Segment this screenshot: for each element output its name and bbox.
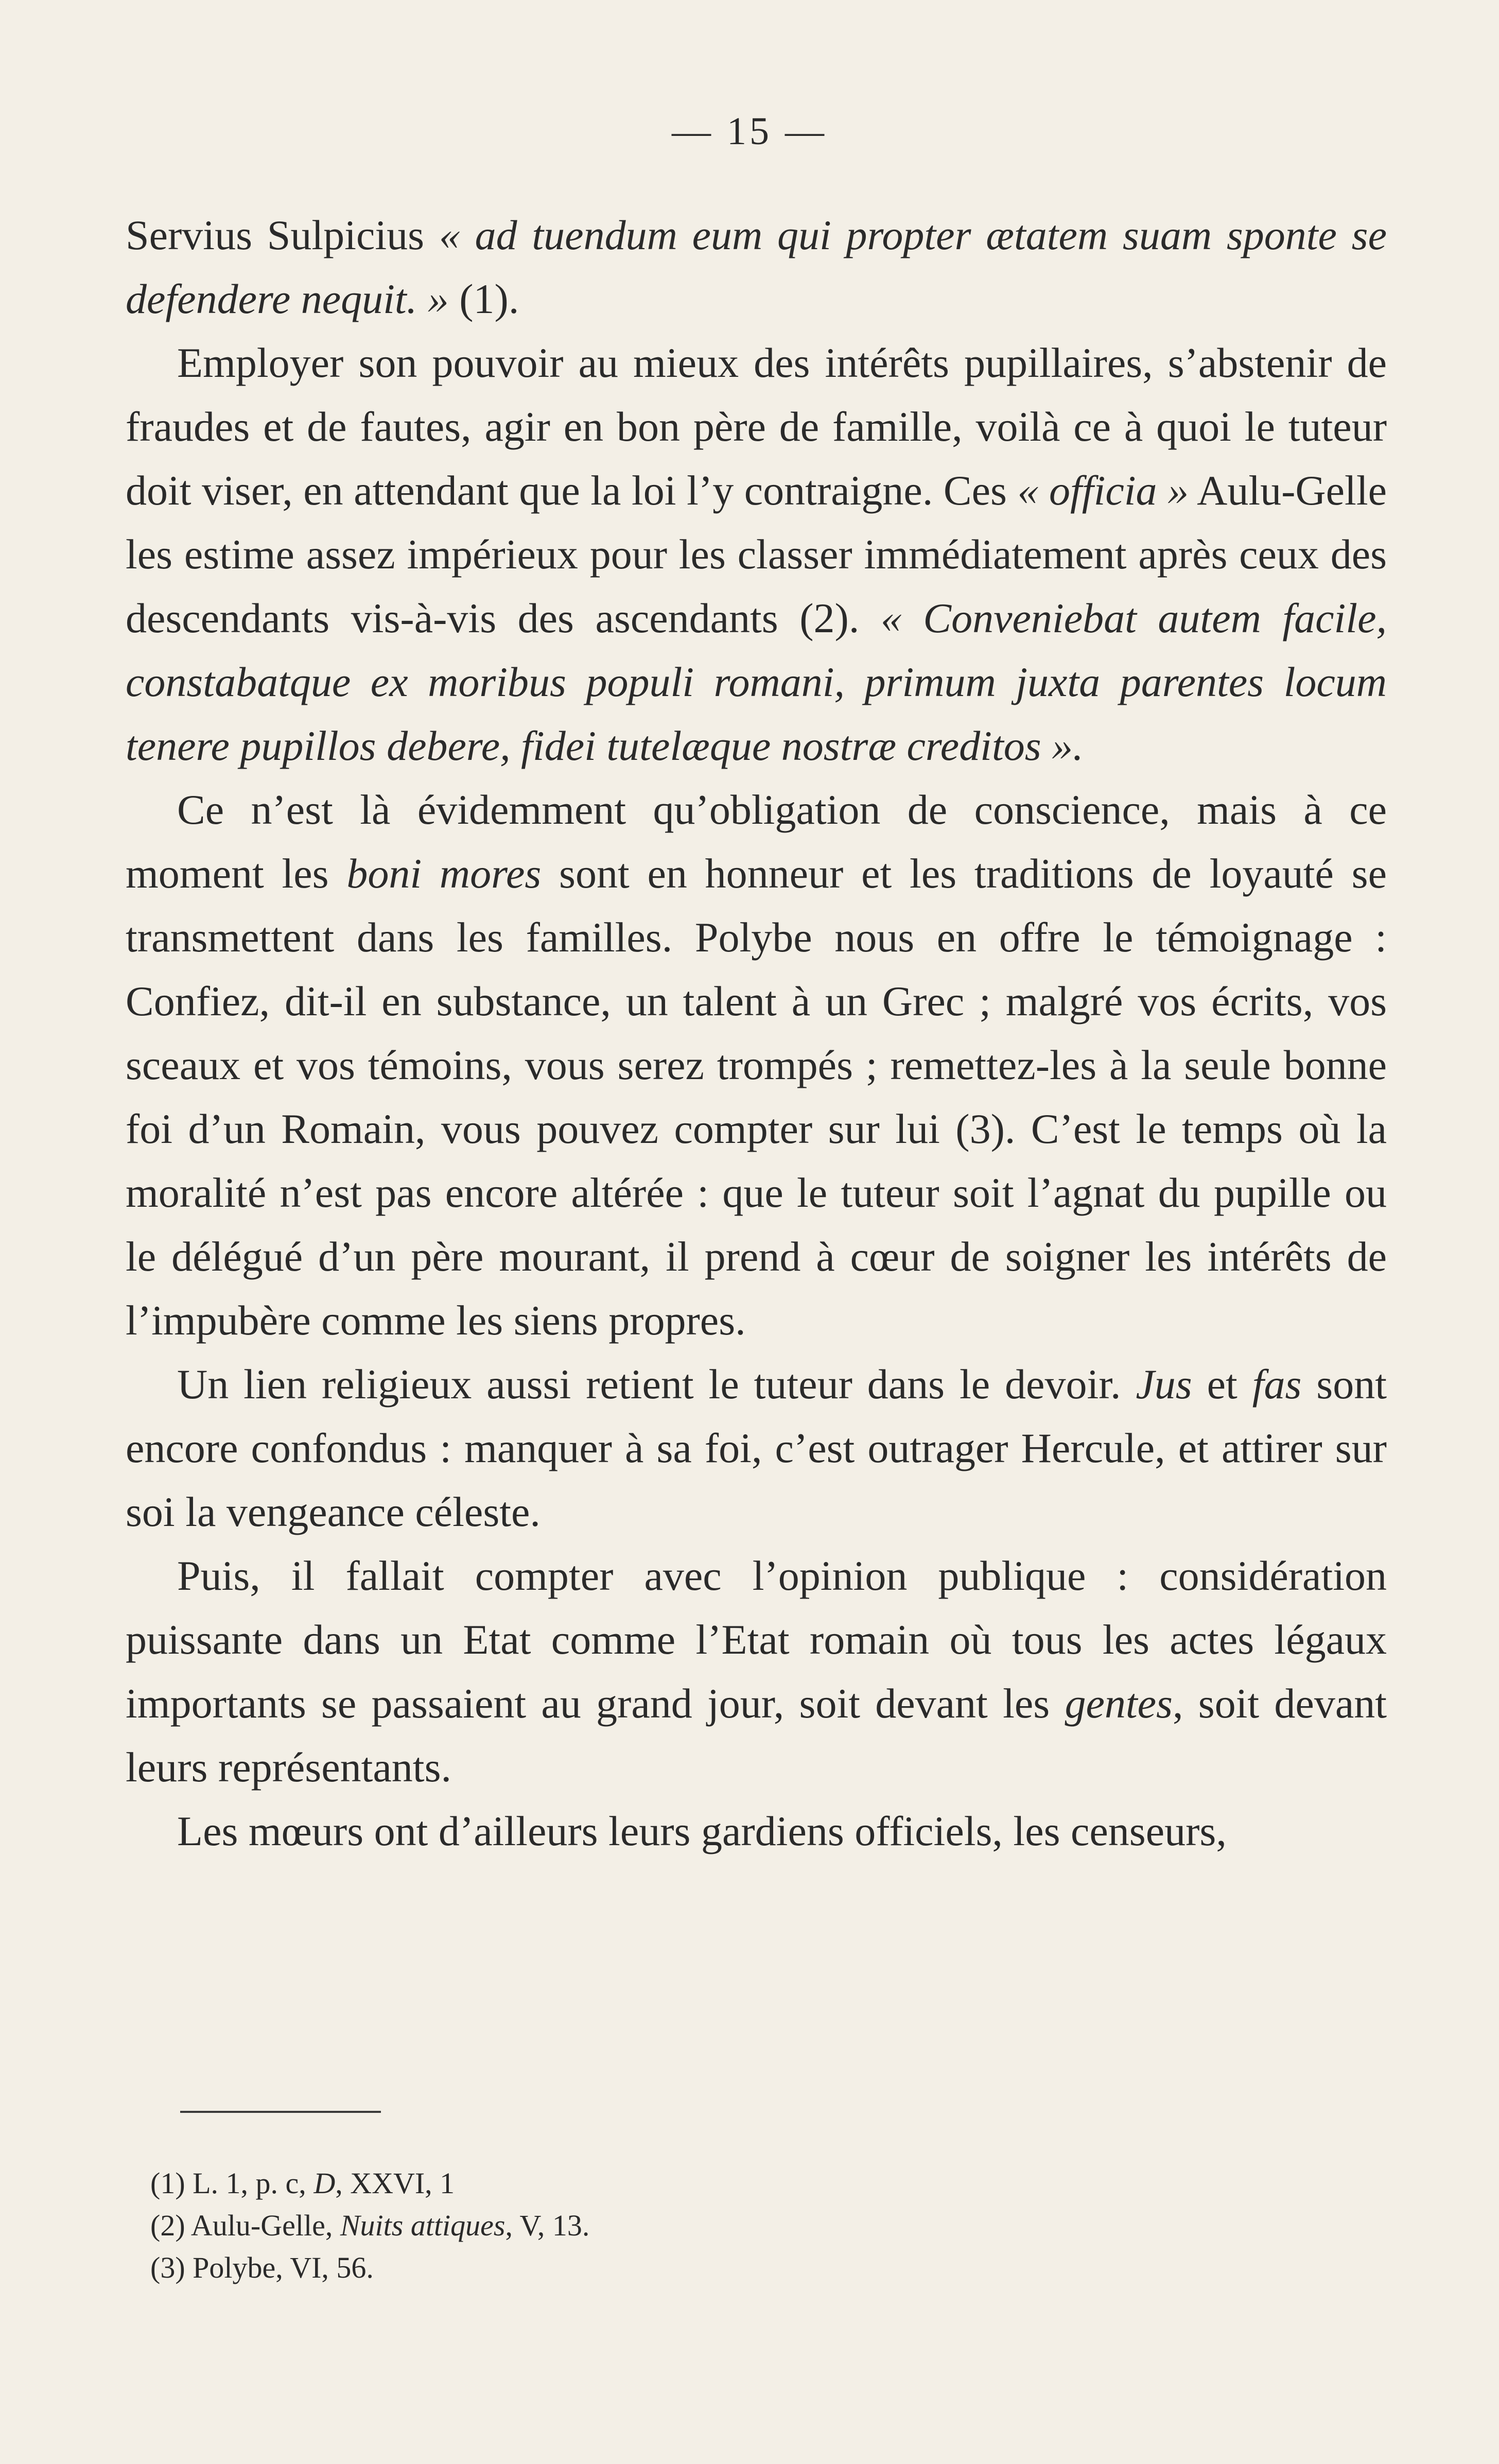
footnote <box>150 2162 1334 2205</box>
italic-text: Nuits attiques <box>340 2209 506 2242</box>
text-run: Employer son pouvoir au mieux des intérêts pupillaires, s’abstenir de fraudes et de fautes, agir en bon père de famille, voilà ce à quoi le tuteur doit viser, en attendant que la loi l’y contraigne. Ces <box>126 339 1387 514</box>
paragraph <box>126 331 1387 778</box>
text-run: Un lien religieux aussi retient le tuteur dans le devoir. <box>177 1361 1136 1408</box>
main-text <box>126 203 1387 1863</box>
text-run: sont en honneur et les traditions de loyauté se transmettent dans les familles. Polybe nous en offre le témoignage : Confiez, dit-il en substance, un talent à un Grec ; malgré vos écrits, vos sceaux et vos témoins, vous serez trompés ; remettez-les à la seule bonne foi d’un Romain, vous pouvez compter sur lui (3). C’est le temps où la moralité n’est pas encore altérée : que le tuteur soit l’agnat du pupille ou le délégué d’un père mourant, il prend à cœur de soigner les intérêts de l’impubère comme les siens propres. <box>126 850 1387 1344</box>
footnote <box>150 2247 1334 2289</box>
text-run: (1). <box>448 275 519 322</box>
paragraph <box>126 778 1387 1352</box>
footnotes <box>150 2162 1334 2289</box>
italic-text: « Conveniebat autem facile, constabatque ex moribus populi romani, primum juxta parentes locum tenere pupillos debere, fidei tutelæque nostræ creditos ». <box>126 595 1387 769</box>
text-run: , V, 13. <box>505 2209 590 2242</box>
italic-text: « officia » <box>1017 467 1189 514</box>
text-run: et <box>1192 1361 1252 1408</box>
paragraph <box>126 1799 1387 1863</box>
italic-text: fas <box>1252 1361 1302 1408</box>
paragraph <box>126 1544 1387 1799</box>
text-run: (2) Aulu-Gelle, <box>150 2209 340 2242</box>
text-run: , XXVI, 1 <box>335 2166 455 2200</box>
footnote-separator <box>180 2111 381 2113</box>
text-run: (3) Polybe, VI, 56. <box>150 2251 374 2284</box>
italic-text: gentes <box>1065 1680 1173 1727</box>
italic-text: boni mores <box>346 850 542 897</box>
italic-text: Jus <box>1136 1361 1192 1408</box>
paragraph <box>126 203 1387 331</box>
text-run: (1) L. 1, p. c, <box>150 2166 314 2200</box>
footnote <box>150 2205 1334 2247</box>
page-number: — 15 — <box>672 110 827 153</box>
text-run: Ce n’est là évidemment qu’obligation de conscience, mais à ce moment les <box>126 786 1387 897</box>
text-run: Puis, il fallait compter avec l’opinion publique : considération puissante dans un Etat comme l’Etat romain où tous les actes légaux importants se passaient au grand jour, soit devant les <box>126 1552 1387 1727</box>
text-run: sont encore confondus : manquer à sa foi, c’est outrager Hercule, et attirer sur soi la vengeance céleste. <box>126 1361 1387 1535</box>
italic-text: « ad tuendum eum qui propter ætatem suam sponte se defendere nequit. » <box>126 212 1387 322</box>
text-run: Servius Sulpicius <box>126 212 439 258</box>
italic-text: D <box>313 2166 336 2200</box>
text-run: Les mœurs ont d’ailleurs leurs gardiens officiels, les censeurs, <box>177 1808 1227 1854</box>
paragraph <box>126 1352 1387 1544</box>
text-run: , soit devant leurs représentants. <box>126 1680 1387 1791</box>
text-run: Aulu-Gelle les estime assez impérieux pour les classer immédiatement après ceux des descendants vis-à-vis des ascendants (2). <box>126 467 1387 641</box>
